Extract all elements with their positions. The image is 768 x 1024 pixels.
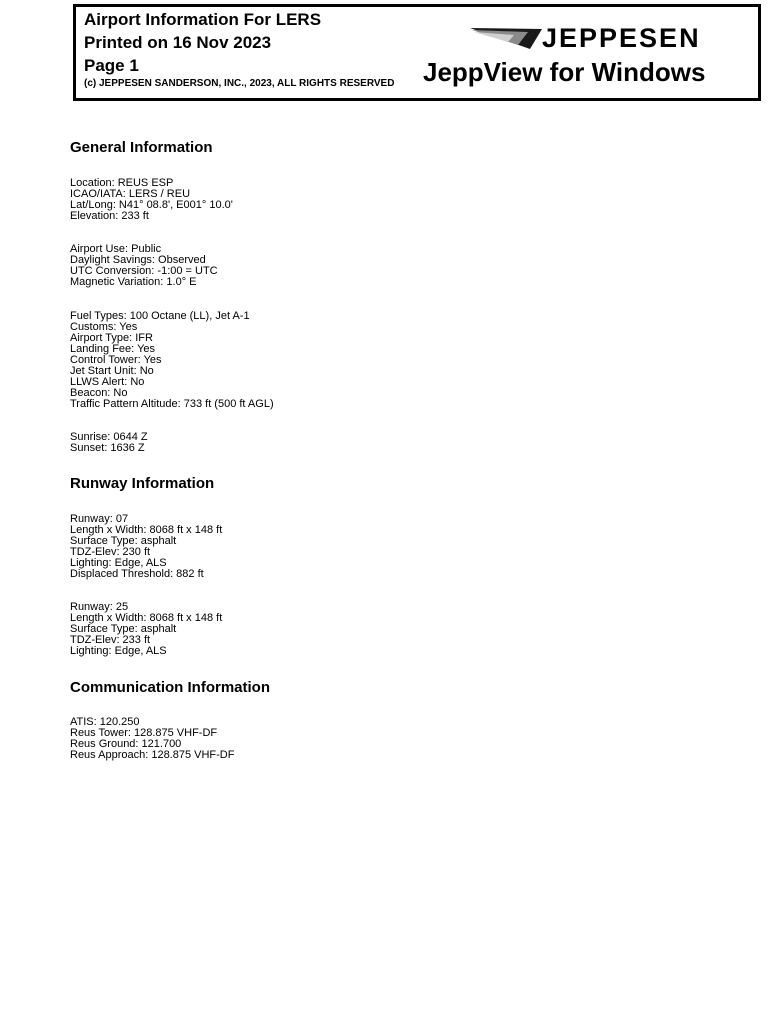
info-line: Reus Approach: 128.875 VHF-DF (70, 749, 235, 761)
copyright-notice: (c) JEPPESEN SANDERSON, INC., 2023, ALL RIGHTS RESERVED (84, 78, 395, 89)
info-line: Beacon: No (70, 387, 128, 399)
info-line: Traffic Pattern Altitude: 733 ft (500 ft AGL) (70, 398, 274, 410)
jeppesen-wing-logo-icon (470, 26, 542, 50)
info-line: Daylight Savings: Observed (70, 254, 206, 266)
info-line: Reus Ground: 121.700 (70, 738, 182, 750)
info-line: Sunrise: 0644 Z (70, 431, 148, 443)
info-line: Lighting: Edge, ALS (70, 645, 167, 657)
info-line: UTC Conversion: -1:00 = UTC (70, 265, 218, 277)
info-line: Surface Type: asphalt (70, 535, 177, 547)
info-line: ATIS: 120.250 (70, 716, 140, 728)
info-line: Magnetic Variation: 1.0° E (70, 276, 197, 288)
runway-07-group (70, 514, 222, 580)
info-line: Landing Fee: Yes (70, 343, 156, 355)
printed-date: Printed on 16 Nov 2023 (84, 33, 272, 52)
info-line: Lat/Long: N41° 08.8', E001° 10.0' (70, 199, 233, 211)
info-line: Customs: Yes (70, 321, 138, 333)
airport-use-group (70, 244, 218, 288)
info-line: Length x Width: 8068 ft x 148 ft (70, 612, 223, 624)
info-line: Fuel Types: 100 Octane (LL), Jet A-1 (70, 310, 250, 322)
info-line: Reus Tower: 128.875 VHF-DF (70, 727, 218, 739)
document-title: Airport Information For LERS (84, 10, 322, 29)
communication-information-heading: Communication Information (70, 679, 270, 696)
product-name: JeppView for Windows (423, 57, 706, 87)
info-line: Runway: 25 (70, 601, 129, 613)
page-number: Page 1 (84, 56, 139, 75)
facilities-group (70, 311, 274, 410)
info-line: TDZ-Elev: 230 ft (70, 546, 151, 558)
info-line: Jet Start Unit: No (70, 365, 154, 377)
info-line: Elevation: 233 ft (70, 210, 149, 222)
general-information-heading: General Information (70, 139, 213, 156)
location-group (70, 178, 233, 222)
info-line: TDZ-Elev: 233 ft (70, 634, 151, 646)
info-line: Airport Use: Public (70, 243, 162, 255)
info-line: Location: REUS ESP (70, 177, 174, 189)
sun-times-group (70, 432, 148, 454)
info-line: Sunset: 1636 Z (70, 442, 145, 454)
info-line: Displaced Threshold: 882 ft (70, 568, 204, 580)
info-line: Airport Type: IFR (70, 332, 153, 344)
runway-25-group (70, 602, 222, 657)
print-header (73, 4, 761, 101)
info-line: Length x Width: 8068 ft x 148 ft (70, 524, 223, 536)
frequencies-group (70, 717, 234, 761)
info-line: Control Tower: Yes (70, 354, 162, 366)
runway-information-heading: Runway Information (70, 475, 215, 492)
info-line: Surface Type: asphalt (70, 623, 177, 635)
info-line: LLWS Alert: No (70, 376, 145, 388)
info-line: ICAO/IATA: LERS / REU (70, 188, 191, 200)
info-line: Runway: 07 (70, 513, 129, 525)
info-line: Lighting: Edge, ALS (70, 557, 167, 569)
brand-name: JEPPESEN (542, 23, 701, 53)
